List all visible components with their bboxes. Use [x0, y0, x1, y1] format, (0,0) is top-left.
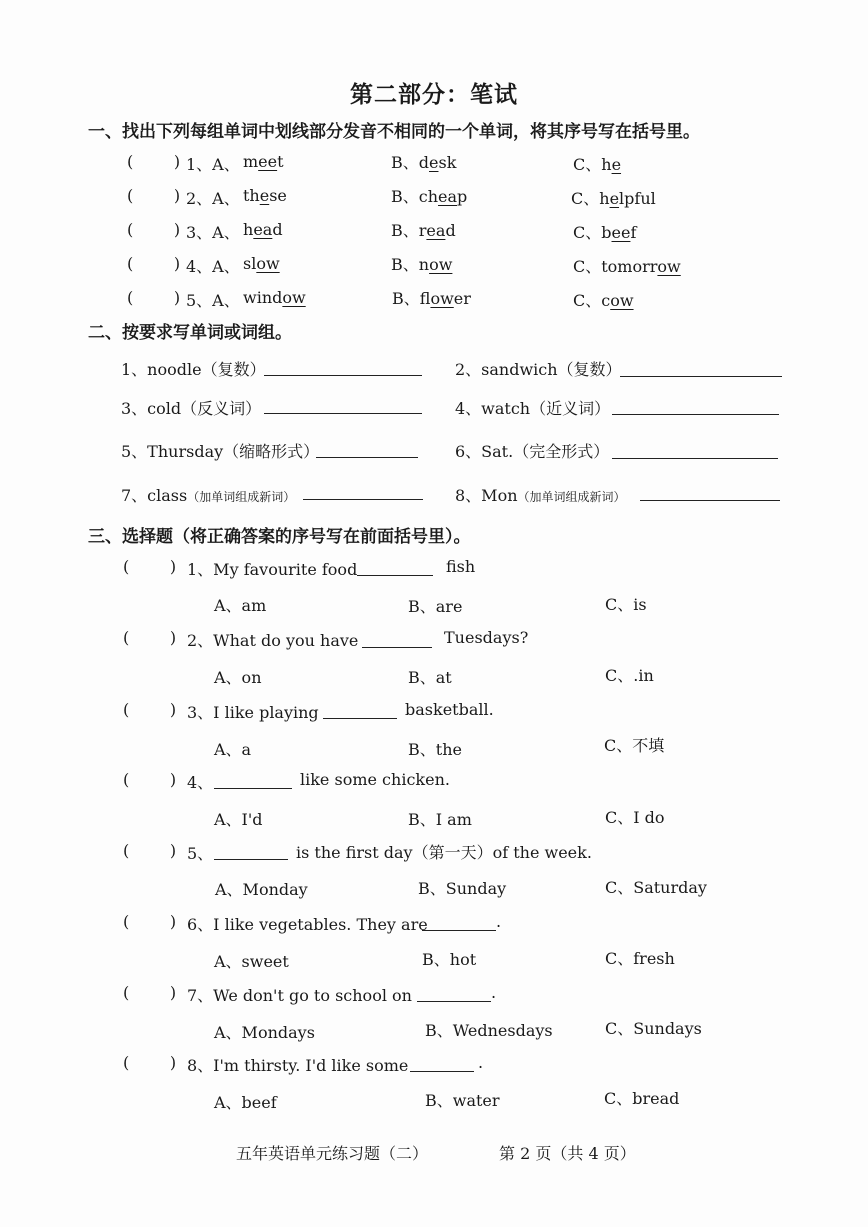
- answer-blank[interactable]: [422, 929, 496, 931]
- option-b[interactable]: B、at: [408, 668, 452, 687]
- answer-blank[interactable]: [214, 858, 288, 860]
- option-b[interactable]: B、Sunday: [418, 879, 507, 898]
- question-stem: 7、We don't go to school on: [187, 986, 412, 1005]
- answer-paren[interactable]: ( ): [127, 220, 181, 239]
- option-c[interactable]: C、is: [605, 595, 647, 614]
- question-stem-tail: Tuesdays?: [444, 628, 529, 647]
- answer-blank[interactable]: [362, 646, 432, 648]
- fill-item: 1、noodle（复数）: [121, 360, 266, 379]
- question-number: 4、A、: [186, 257, 240, 276]
- option-b[interactable]: B、I am: [408, 810, 472, 829]
- answer-blank[interactable]: [264, 412, 422, 414]
- option-c-word: C、he: [573, 155, 622, 174]
- answer-blank[interactable]: [303, 498, 423, 500]
- option-b-word: B、cheap: [391, 187, 468, 206]
- option-a-word: window: [243, 288, 306, 307]
- question-number: 5、A、: [186, 291, 240, 310]
- section3-heading: 三、选择题（将正确答案的序号写在前面括号里）。: [88, 527, 471, 547]
- option-b[interactable]: B、water: [425, 1091, 500, 1110]
- question-stem-tail: basketball.: [405, 700, 494, 719]
- fill-item: 6、Sat.（完全形式）: [455, 442, 610, 461]
- option-b-word: B、now: [391, 255, 453, 274]
- answer-blank[interactable]: [316, 456, 418, 458]
- option-a-word: these: [243, 186, 287, 205]
- answer-paren[interactable]: ( ): [123, 983, 177, 1002]
- footer-page-number: 第 2 页（共 4 页）: [499, 1144, 636, 1163]
- answer-blank[interactable]: [410, 1070, 474, 1072]
- option-c[interactable]: C、Sundays: [605, 1019, 702, 1038]
- option-c-word: C、helpful: [571, 189, 656, 208]
- question-stem: 6、I like vegetables. They are: [187, 915, 428, 934]
- answer-blank[interactable]: [323, 717, 397, 719]
- option-c[interactable]: C、Saturday: [605, 878, 707, 897]
- option-a[interactable]: A、sweet: [214, 952, 289, 971]
- answer-paren[interactable]: ( ): [123, 628, 177, 647]
- option-c[interactable]: C、bread: [604, 1089, 680, 1108]
- question-stem: 1、My favourite food: [187, 560, 358, 579]
- answer-blank[interactable]: [264, 374, 422, 376]
- question-stem: 4、: [187, 773, 214, 792]
- question-stem: 3、I like playing: [187, 703, 319, 722]
- answer-blank[interactable]: [620, 375, 782, 377]
- answer-paren[interactable]: ( ): [127, 254, 181, 273]
- option-b-word: B、desk: [391, 153, 457, 172]
- option-a[interactable]: A、Mondays: [214, 1023, 315, 1042]
- answer-paren[interactable]: ( ): [123, 1053, 177, 1072]
- section2-heading: 二、按要求写单词或词组。: [88, 323, 292, 343]
- option-a[interactable]: A、beef: [214, 1093, 277, 1112]
- page-title: 第二部分：笔试: [350, 82, 518, 108]
- answer-blank[interactable]: [214, 787, 292, 789]
- option-b[interactable]: B、are: [408, 597, 463, 616]
- option-c-word: C、beef: [573, 223, 637, 242]
- option-c[interactable]: C、fresh: [605, 949, 675, 968]
- question-stem: 5、: [187, 844, 214, 863]
- answer-paren[interactable]: ( ): [127, 186, 181, 205]
- answer-paren[interactable]: ( ): [123, 912, 177, 931]
- fill-item: 3、cold（反义词）: [121, 399, 262, 418]
- answer-blank[interactable]: [612, 413, 779, 415]
- question-stem-tail: fish: [446, 557, 476, 576]
- option-c-word: C、cow: [573, 291, 634, 310]
- footer-title: 五年英语单元练习题（二）: [236, 1144, 429, 1163]
- option-a[interactable]: A、Monday: [215, 880, 308, 899]
- section1-heading: 一、找出下列每组单词中划线部分发音不相同的一个单词，将其序号写在括号里。: [88, 122, 700, 142]
- fill-item: 7、class（加单词组成新词）: [121, 486, 296, 505]
- option-c[interactable]: C、不填: [604, 736, 665, 755]
- question-stem: 8、I'm thirsty. I'd like some: [187, 1056, 409, 1075]
- answer-paren[interactable]: ( ): [123, 841, 177, 860]
- answer-blank[interactable]: [357, 574, 433, 576]
- answer-paren[interactable]: ( ): [123, 557, 177, 576]
- question-number: 2、A、: [186, 189, 240, 208]
- question-stem-tail: .: [478, 1053, 484, 1072]
- option-a-word: meet: [243, 152, 284, 171]
- option-c[interactable]: C、.in: [605, 666, 654, 685]
- question-stem-tail: .: [496, 912, 502, 931]
- answer-paren[interactable]: ( ): [123, 700, 177, 719]
- option-b[interactable]: B、the: [408, 740, 462, 759]
- answer-blank[interactable]: [640, 499, 780, 501]
- answer-paren[interactable]: ( ): [123, 770, 177, 789]
- option-a[interactable]: A、a: [214, 740, 252, 759]
- question-stem-tail: .: [491, 983, 497, 1002]
- question-stem: 2、What do you have: [187, 631, 359, 650]
- option-c[interactable]: C、I do: [605, 808, 665, 827]
- question-number: 3、A、: [186, 223, 240, 242]
- fill-item: 8、Mon（加单词组成新词）: [455, 486, 626, 505]
- option-b-word: B、read: [391, 221, 456, 240]
- option-a[interactable]: A、am: [214, 596, 267, 615]
- option-b[interactable]: B、Wednesdays: [425, 1021, 553, 1040]
- option-b[interactable]: B、hot: [422, 950, 477, 969]
- option-a[interactable]: A、I'd: [214, 810, 263, 829]
- option-c-word: C、tomorrow: [573, 257, 681, 276]
- option-a-word: slow: [243, 254, 280, 273]
- fill-item: 4、watch（近义词）: [455, 399, 611, 418]
- answer-paren[interactable]: ( ): [127, 288, 181, 307]
- question-number: 1、A、: [186, 155, 240, 174]
- option-b-word: B、flower: [392, 289, 471, 308]
- question-stem-tail: is the first day（第一天）of the week.: [296, 843, 592, 862]
- question-stem-tail: like some chicken.: [300, 770, 450, 789]
- answer-blank[interactable]: [612, 457, 778, 459]
- fill-item: 5、Thursday（缩略形式）: [121, 442, 320, 461]
- option-a[interactable]: A、on: [214, 668, 262, 687]
- option-a-word: head: [243, 220, 283, 239]
- fill-item: 2、sandwich（复数）: [455, 360, 622, 379]
- answer-paren[interactable]: ( ): [127, 152, 181, 171]
- answer-blank[interactable]: [417, 1000, 491, 1002]
